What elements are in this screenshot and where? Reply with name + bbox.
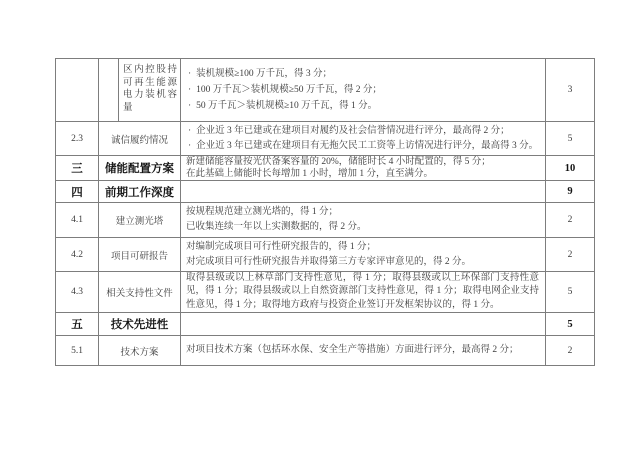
criteria-text: 装机规模≥100 万千瓦，得 3 分；: [196, 69, 333, 79]
criteria-line: 在此基础上储能时长每增加 1 小时，增加 1 分，直至满分。: [186, 169, 434, 179]
criteria-cell: [181, 59, 546, 121]
criteria-line: 按规程规范建立测光塔的，得 1 分；: [186, 207, 339, 217]
criteria-line: 新建储能容量按光伏备案容量的 20%，储能时长 4 小时配置的，得 5 分；: [186, 156, 491, 167]
score-cell: 10: [564, 162, 576, 174]
item-cell: 相关支持性文件: [99, 272, 181, 312]
table-row-section-4: [56, 181, 594, 203]
sub-index-cell: [99, 59, 119, 121]
bullet-dot: ·: [188, 101, 192, 111]
score-cell: 3: [567, 85, 573, 95]
table-row-2-3: [56, 122, 594, 156]
table-row-4-2: [56, 238, 594, 272]
score-cell: 5: [567, 133, 573, 144]
criteria-line: 对完成项目可行性研究报告并取得第三方专家评审意见的，得 2 分。: [186, 256, 472, 267]
criteria-cell: [181, 272, 546, 312]
index-cell: 五: [56, 313, 99, 335]
item-cell: 项目可研报告: [99, 238, 181, 271]
item-cell: 建立测光塔: [99, 203, 181, 237]
bullet-dot: ·: [188, 140, 192, 151]
score-cell: 5: [567, 318, 573, 330]
index-cell: 5.1: [56, 336, 99, 365]
criteria-line: 对项目技术方案（包括环水保、安全生产等措施）方面进行评分，最高得 2 分；: [186, 345, 519, 355]
criteria-cell: [181, 156, 546, 180]
criteria-cell: [181, 336, 546, 365]
criteria-text: 50 万千瓦＞装机规模≥10 万千瓦，得 1 分。: [196, 101, 378, 111]
table-row-4-1: [56, 203, 594, 238]
score-cell: 5: [567, 287, 573, 297]
score-cell: 2: [567, 345, 573, 356]
item-cell: 前期工作深度: [99, 181, 181, 202]
index-cell: 2.3: [56, 122, 99, 155]
criteria-text: 企业近 3 年已建或在建项目对履约及社会信誉情况进行评分，最高得 2 分；: [196, 125, 510, 136]
score-cell: 9: [567, 186, 573, 197]
item-cell: 区内控股持可再生能源电力装机容量: [119, 59, 181, 121]
score-cell: 2: [567, 249, 573, 260]
criteria-cell: [181, 181, 546, 202]
index-cell: 4.2: [56, 238, 99, 271]
item-cell: 技术先进性: [99, 313, 181, 335]
bullet-dot: ·: [188, 125, 192, 136]
criteria-text: 企业近 3 年已建或在建项目有无拖欠民工工资等上访情况进行评分，最高得 3 分。: [196, 140, 539, 151]
index-cell: 三: [56, 156, 99, 180]
index-cell: 4.1: [56, 203, 99, 237]
criteria-cell: [181, 313, 546, 335]
index-cell: 四: [56, 181, 99, 202]
table-row-4-3: [56, 272, 594, 313]
criteria-cell: [181, 122, 546, 155]
bullet-dot: ·: [188, 69, 192, 79]
bullet-dot: ·: [188, 85, 192, 95]
score-table: [55, 58, 595, 366]
criteria-line: 取得县级或以上林草部门支持性意见，得 1 分；取得县级或以上环保部门支持性意见，得 1 分；取得县级或以上自然资源部门支持性意见，得 1 分；取得电网企业支持性意见，得 1 分；取得地方政府与投资企业签订开发框架协议的，得 1 分。: [186, 272, 539, 310]
criteria-line: [186, 66, 539, 82]
index-cell: [56, 59, 99, 121]
score-cell: 2: [567, 215, 573, 225]
criteria-line: [186, 124, 539, 139]
table-row-capacity: [56, 59, 594, 122]
item-cell: 技术方案: [99, 336, 181, 365]
criteria-text: 100 万千瓦＞装机规模≥50 万千瓦，得 2 分；: [196, 85, 382, 95]
criteria-line: 已收集连续一年以上实测数据的，得 2 分。: [186, 222, 367, 232]
criteria-line: [186, 98, 539, 114]
table-row-5-1: [56, 336, 594, 365]
criteria-line: [186, 82, 539, 98]
item-cell: 储能配置方案: [99, 156, 181, 180]
table-row-section-5: [56, 313, 594, 336]
criteria-cell: [181, 203, 546, 237]
criteria-cell: [181, 238, 546, 271]
criteria-line: [186, 139, 539, 154]
item-cell: 诚信履约情况: [99, 122, 181, 155]
table-row-section-3: [56, 156, 594, 181]
criteria-line: 对编制完成项目可行性研究报告的，得 1 分；: [186, 241, 377, 252]
index-cell: 4.3: [56, 272, 99, 312]
